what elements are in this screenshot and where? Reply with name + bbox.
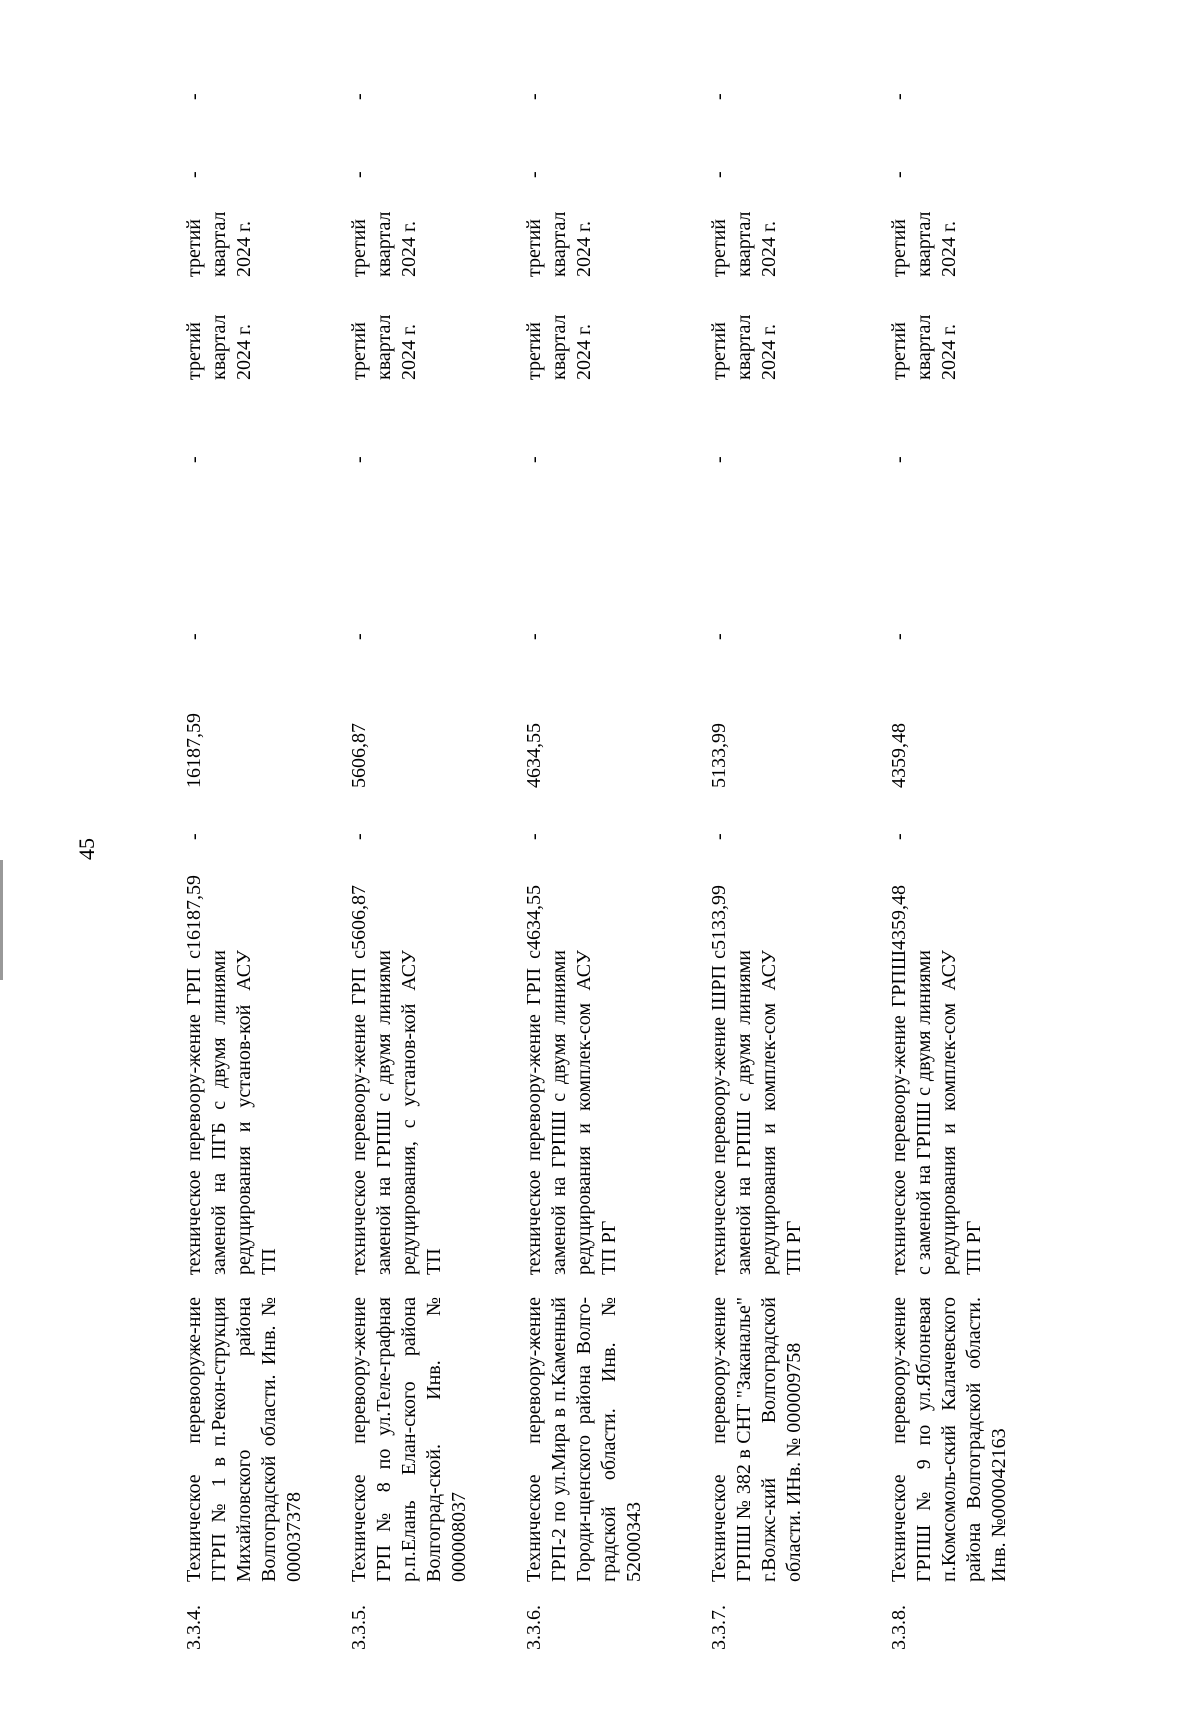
page-number: 45 bbox=[74, 838, 99, 860]
empty-value: - bbox=[888, 171, 910, 178]
start-quarter: третий квартал 2024 г. bbox=[708, 314, 780, 380]
end-quarter: третий квартал 2024 г. bbox=[348, 211, 420, 277]
empty-value: - bbox=[708, 171, 730, 178]
cost-period: 5606,87 bbox=[348, 723, 370, 788]
empty-value: - bbox=[523, 633, 545, 640]
empty-value: - bbox=[348, 633, 370, 640]
end-quarter: третий квартал 2024 г. bbox=[523, 211, 595, 277]
object-name: Техническое перевоору-жение ГРП-2 по ул.Мира в п.Каменный Городи-щенского района Волго-градской области. Инв. № 52000343 bbox=[523, 1297, 645, 1582]
table-row bbox=[887, 90, 1067, 1650]
table-row bbox=[182, 90, 362, 1650]
empty-value: - bbox=[183, 456, 205, 463]
end-quarter: третий квартал 2024 г. bbox=[708, 211, 780, 277]
empty-value: - bbox=[183, 633, 205, 640]
cost-period: 4359,48 bbox=[888, 723, 910, 788]
work-description: техническое перевоору-жение ГРП с заменой на ПГБ с двумя линиями редуцирования и установ-кой АСУ ТП bbox=[183, 950, 280, 1275]
cost-total: 5133,99 bbox=[708, 885, 730, 950]
empty-value: - bbox=[523, 171, 545, 178]
row-number: 3.3.5. bbox=[348, 1605, 370, 1650]
row-number: 3.3.8. bbox=[888, 1605, 910, 1650]
work-description: техническое перевоору-жение ШРП с заменой на ГРПШ с двумя линиями редуцирования и комплек-сом АСУ ТП РГ bbox=[708, 950, 805, 1275]
cost-period: 4634,55 bbox=[523, 723, 545, 788]
empty-value: - bbox=[523, 833, 545, 840]
row-number: 3.3.7. bbox=[708, 1605, 730, 1650]
empty-value: - bbox=[348, 171, 370, 178]
work-description: техническое перевоору-жение ГРП с заменой на ГРПШ с двумя линиями редуцирования и комплек-сом АСУ ТП РГ bbox=[523, 950, 620, 1275]
empty-value: - bbox=[708, 833, 730, 840]
cost-total: 16187,59 bbox=[183, 875, 205, 950]
object-name: Техническое перевоору-жение ГРП № 8 по ул.Теле-графная р.п.Елань Елан-ского района Волгоград-ской. Инв. № 000008037 bbox=[348, 1297, 470, 1582]
start-quarter: третий квартал 2024 г. bbox=[523, 314, 595, 380]
empty-value: - bbox=[183, 93, 205, 100]
empty-value: - bbox=[348, 456, 370, 463]
empty-value: - bbox=[708, 633, 730, 640]
empty-value: - bbox=[888, 456, 910, 463]
cost-period: 16187,59 bbox=[183, 713, 205, 788]
investment-table bbox=[182, 90, 1032, 1650]
empty-value: - bbox=[888, 93, 910, 100]
start-quarter: третий квартал 2024 г. bbox=[888, 314, 960, 380]
object-name: Техническое перевоору-жение ГРПШ № 382 в СНТ "Заканалье" г.Волжс-кий Волгоградской области. ИНв. № 000009758 bbox=[708, 1297, 805, 1582]
cost-total: 4359,48 bbox=[888, 885, 910, 950]
empty-value: - bbox=[523, 93, 545, 100]
empty-value: - bbox=[888, 633, 910, 640]
empty-value: - bbox=[708, 93, 730, 100]
empty-value: - bbox=[348, 93, 370, 100]
work-description: техническое перевоору-жение ГРПШ с заменой на ГРПШ с двумя линиями редуцирования и комплек-сом АСУ ТП РГ bbox=[888, 950, 985, 1275]
empty-value: - bbox=[708, 456, 730, 463]
table-row bbox=[522, 90, 702, 1650]
start-quarter: третий квартал 2024 г. bbox=[183, 314, 255, 380]
table-row bbox=[707, 90, 887, 1650]
object-name: Техническое перевооруже-ние ГГРП № 1 в п.Рекон-струкция Михайловского района Волгоградской области. Инв. № 000037378 bbox=[183, 1297, 305, 1582]
start-quarter: третий квартал 2024 г. bbox=[348, 314, 420, 380]
object-name: Техническое перевоору-жение ГРПШ № 9 по ул.Яблоневая п.Комсомоль-ский Калачевского района Волгоградской области. Инв. №000042163 bbox=[888, 1297, 1010, 1582]
empty-value: - bbox=[183, 171, 205, 178]
empty-value: - bbox=[183, 833, 205, 840]
cost-period: 5133,99 bbox=[708, 723, 730, 788]
cost-total: 5606,87 bbox=[348, 885, 370, 950]
row-number: 3.3.6. bbox=[523, 1605, 545, 1650]
end-quarter: третий квартал 2024 г. bbox=[888, 211, 960, 277]
empty-value: - bbox=[888, 833, 910, 840]
scan-edge-mark bbox=[0, 860, 3, 980]
empty-value: - bbox=[348, 833, 370, 840]
cost-total: 4634,55 bbox=[523, 885, 545, 950]
table-row bbox=[347, 90, 527, 1650]
work-description: техническое перевоору-жение ГРП с заменой на ГРПШ с двумя линиями редуцирования, с установ-кой АСУ ТП bbox=[348, 950, 445, 1275]
row-number: 3.3.4. bbox=[183, 1605, 205, 1650]
end-quarter: третий квартал 2024 г. bbox=[183, 211, 255, 277]
empty-value: - bbox=[523, 456, 545, 463]
